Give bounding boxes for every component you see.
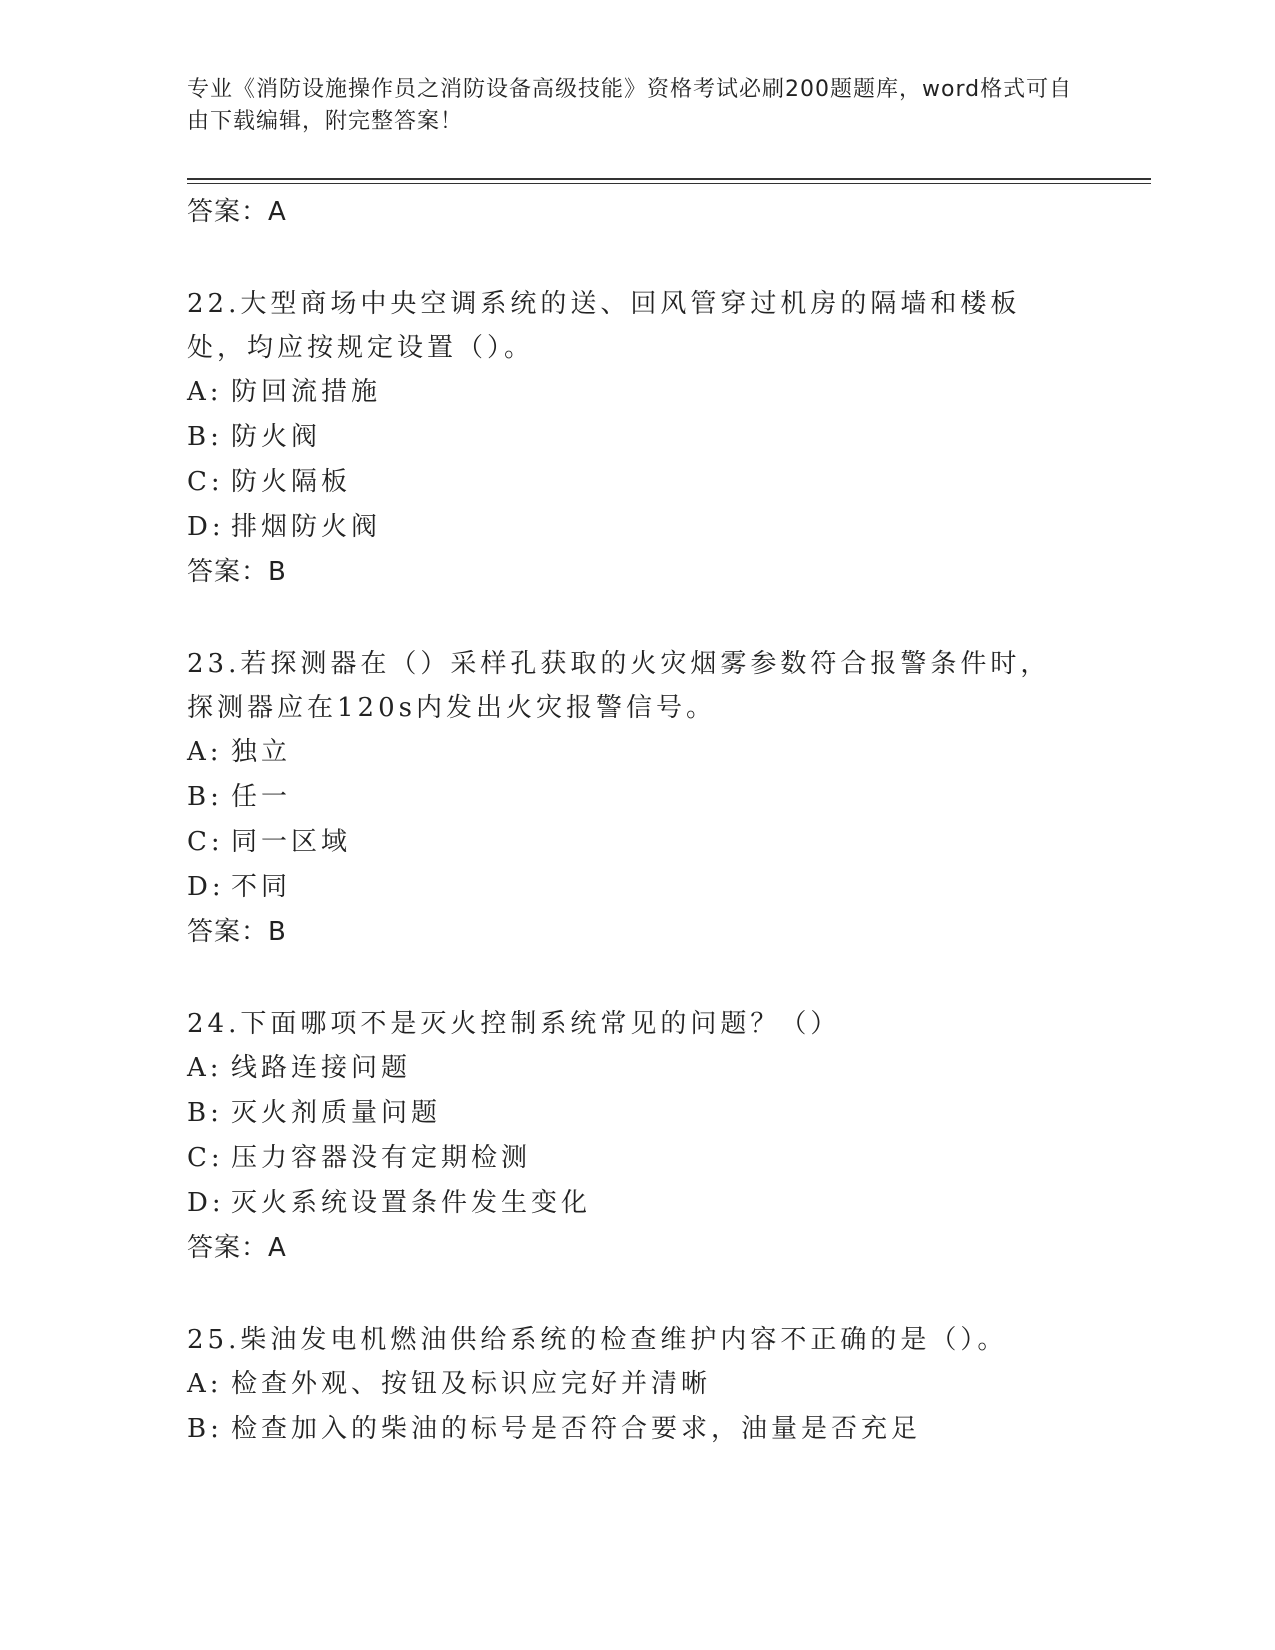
option-d	[187, 1181, 1087, 1226]
spacer	[187, 954, 1087, 1002]
answer-prefix: 答案：	[187, 1233, 269, 1263]
option-text: 压力容器没有定期检测	[231, 1143, 532, 1173]
option-c	[187, 1136, 1087, 1181]
option-letter: A:	[187, 1369, 223, 1399]
option-b	[187, 415, 1087, 460]
question-stem: 若探测器在（）采样孔获取的火灾烟雾参数符合报警条件时，探测器应在120s内发出火灾报警信号。	[187, 649, 1051, 723]
question-stem: 柴油发电机燃油供给系统的检查维护内容不正确的是（）。	[240, 1325, 1008, 1355]
question-text	[187, 1318, 1067, 1362]
question-text	[187, 1002, 1067, 1046]
option-letter: B:	[187, 422, 223, 452]
option-b	[187, 1091, 1087, 1136]
option-b	[187, 1407, 1087, 1452]
question-stem: 大型商场中央空调系统的送、回风管穿过机房的隔墙和楼板处，均应按规定设置（）。	[187, 289, 1021, 363]
spacer	[187, 594, 1087, 642]
option-text: 防回流措施	[231, 377, 382, 407]
question-text	[187, 642, 1067, 730]
option-a	[187, 370, 1087, 415]
option-d	[187, 505, 1087, 550]
option-text: 防火阀	[231, 422, 322, 452]
spacer	[187, 234, 1087, 282]
option-text: 灭火剂质量问题	[231, 1098, 442, 1128]
answer-value: B	[268, 557, 287, 587]
option-text: 独立	[231, 737, 292, 767]
option-letter: B:	[187, 1098, 223, 1128]
option-letter: A:	[187, 737, 223, 767]
header-divider	[187, 178, 1151, 180]
spacer	[187, 1270, 1087, 1318]
answer-line	[187, 910, 1087, 954]
option-text: 排烟防火阀	[231, 512, 382, 542]
question-number: 23.	[187, 649, 241, 679]
option-text: 不同	[231, 872, 292, 902]
option-letter: C:	[187, 827, 224, 857]
answer-line	[187, 190, 1087, 234]
option-text: 同一区域	[231, 827, 352, 857]
answer-prefix: 答案：	[187, 557, 269, 587]
option-letter: C:	[187, 467, 224, 497]
option-c	[187, 460, 1087, 505]
option-letter: A:	[187, 1053, 223, 1083]
option-letter: A:	[187, 377, 223, 407]
option-letter: C:	[187, 1143, 224, 1173]
question-number: 25.	[187, 1325, 241, 1355]
answer-prefix: 答案：	[187, 197, 269, 227]
answer-value: B	[268, 917, 287, 947]
option-letter: B:	[187, 1414, 223, 1444]
header-divider-thin	[187, 183, 1151, 184]
option-text: 任一	[231, 782, 292, 812]
option-b	[187, 775, 1087, 820]
option-d	[187, 865, 1087, 910]
option-text: 检查外观、按钮及标识应完好并清晰	[231, 1369, 712, 1399]
option-text: 防火隔板	[231, 467, 352, 497]
answer-line	[187, 1226, 1087, 1270]
option-text: 灭火系统设置条件发生变化	[231, 1188, 592, 1218]
option-letter: D:	[187, 1188, 225, 1218]
option-letter: D:	[187, 872, 225, 902]
question-stem: 下面哪项不是灭火控制系统常见的问题？（）	[240, 1009, 841, 1039]
option-c	[187, 820, 1087, 865]
question-number: 24.	[187, 1009, 241, 1039]
option-text: 线路连接问题	[231, 1053, 412, 1083]
question-list	[187, 190, 1087, 1452]
answer-value: A	[268, 197, 287, 227]
option-a	[187, 730, 1087, 775]
answer-line	[187, 550, 1087, 594]
option-letter: D:	[187, 512, 225, 542]
answer-value: A	[268, 1233, 287, 1263]
document-header: 专业《消防设施操作员之消防设备高级技能》资格考试必刷200题题库，word格式可自由下载编辑，附完整答案！	[187, 77, 1073, 134]
option-a	[187, 1362, 1087, 1407]
option-a	[187, 1046, 1087, 1091]
answer-prefix: 答案：	[187, 917, 269, 947]
question-number: 22.	[187, 289, 241, 319]
option-letter: B:	[187, 782, 223, 812]
option-text: 检查加入的柴油的标号是否符合要求，油量是否充足	[231, 1414, 922, 1444]
question-text	[187, 282, 1067, 370]
